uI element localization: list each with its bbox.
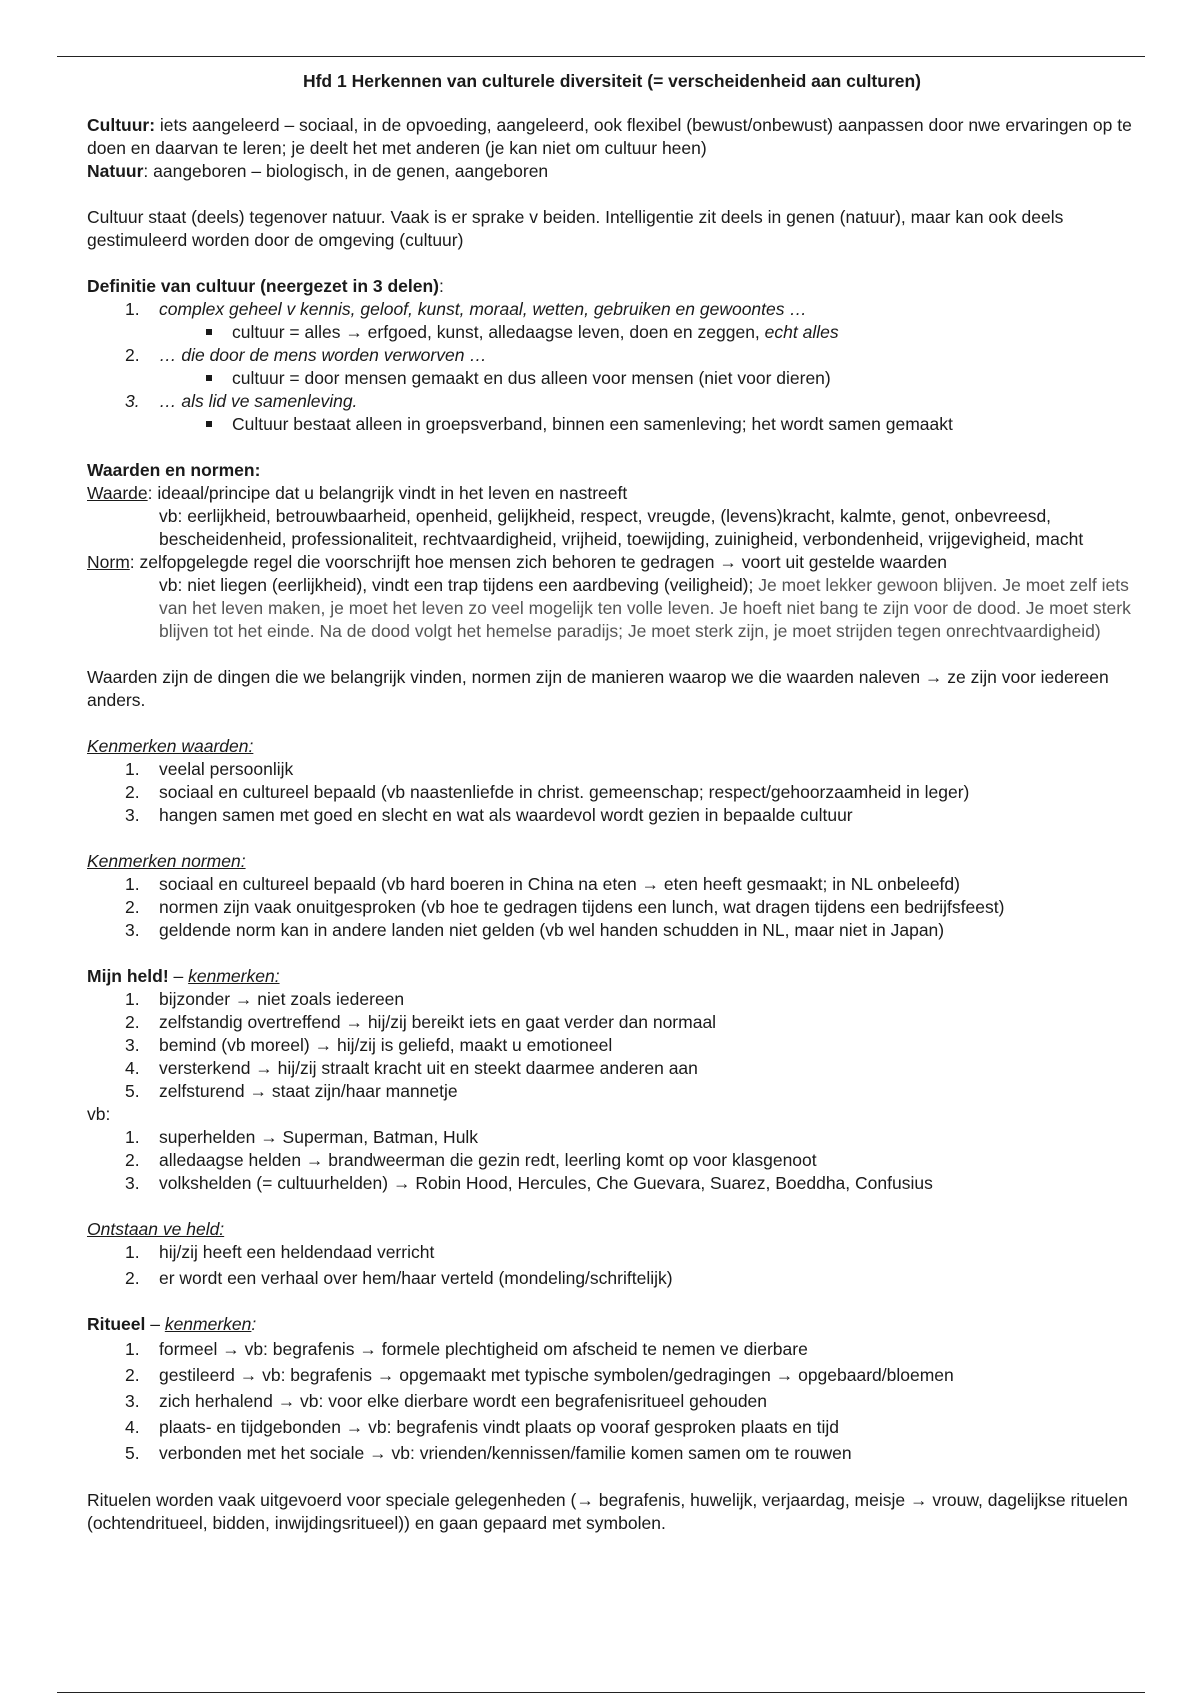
natuur-label: Natuur	[87, 161, 144, 181]
waarden-normen-summary: Waarden zijn de dingen die we belangrijk vinden, normen zijn de manieren waarop we die waarden naleven → ze zijn voor iedereen anders.	[87, 667, 1109, 710]
held-heading: Mijn held! – kenmerken:	[87, 966, 280, 986]
page-title: Hfd 1 Herkennen van culturele diversiteit (= verscheidenheid aan culturen)	[302, 71, 922, 91]
list-item: 5. zelfsturend → staat zijn/haar mannetje	[125, 1081, 458, 1101]
list-item: 3. bemind (vb moreel) → hij/zij is geliefd, maakt u emotioneel	[125, 1035, 613, 1055]
ritueel-summary: Rituelen worden vaak uitgevoerd voor speciale gelegenheden (→ begrafenis, huwelijk, verjaardag, meisje → vrouw, dagelijkse rituelen (ochtendritueel, bidden, inwijdingsritueel)) en gaan gepaard met symbolen.	[87, 1490, 1128, 1533]
list-item: 1. complex geheel v kennis, geloof, kunst, moraal, wetten, gebruiken en gewoontes …	[125, 299, 807, 319]
top-rule	[57, 56, 1145, 57]
list-item: 2. normen zijn vaak onuitgesproken (vb hoe te gedragen tijdens een lunch, wat dragen tijdens een bedrijfsfeest)	[125, 897, 1005, 917]
list-item: 1. formeel → vb: begrafenis → formele plechtigheid om afscheid te nemen ve dierbare	[125, 1339, 808, 1359]
list-item: 2. zelfstandig overtreffend → hij/zij bereikt iets en gaat verder dan normaal	[125, 1012, 717, 1032]
list-item: 4. versterkend → hij/zij straalt kracht uit en steekt daarmee anderen aan	[125, 1058, 698, 1078]
ritueel-list	[87, 1336, 1137, 1466]
list-item: cultuur = door mensen gemaakt en dus alleen voor mensen (niet voor dieren)	[232, 367, 1137, 390]
list-item: 2. gestileerd → vb: begrafenis → opgemaakt met typische symbolen/gedragingen → opgebaard/bloemen	[125, 1365, 954, 1385]
waarde-examples: vb: eerlijkheid, betrouwbaarheid, openheid, gelijkheid, respect, vreugde, (levens)kracht, kalmte, genot, onbevreesd, bescheidenheid, professionaliteit, rechtvaardigheid, vrijheid, toewijding, zuinigheid, verbondenheid, vrijgevigheid, macht	[159, 506, 1084, 549]
definitie-bullet-2	[87, 367, 1137, 390]
norm-examples: vb: niet liegen (eerlijkheid), vindt een trap tijdens een aardbeving (veiligheid); Je moet lekker gewoon blijven. Je moet zelf iets van het leven maken, je moet het leven zo veel mogelijk ten volle leven. Je hoeft niet bang te zijn voor de dood. Je moet sterk blijven tot het einde. Na de dood volgt het hemelse paradijs; Je moet sterk zijn, je moet strijden tegen onrechtvaardigheid)	[159, 575, 1131, 641]
cultuur-text: iets aangeleerd – sociaal, in de opvoeding, aangeleerd, ook flexibel (bewust/onbewust) aanpassen door nwe ervaringen op te doen en daarvan te leren; je deelt het met anderen (je kan niet om cultuur heen)	[87, 115, 1132, 158]
waarde-definition: Waarde: ideaal/principe dat u belangrijk vindt in het leven en nastreeft	[87, 483, 628, 503]
held-vb-label: vb:	[87, 1104, 111, 1124]
document-page	[87, 70, 1137, 1535]
list-item: 2. alledaagse helden → brandweerman die gezin redt, leerling komt op voor klasgenoot	[125, 1150, 817, 1170]
list-item: 2. sociaal en cultureel bepaald (vb naastenliefde in christ. gemeenschap; respect/gehoorzaamheid in leger)	[125, 782, 970, 802]
list-item: 1. veelal persoonlijk	[125, 759, 294, 779]
list-item: 3. hangen samen met goed en slecht en wat als waardevol wordt gezien in bepaalde cultuur	[125, 805, 853, 825]
norm-definition: Norm: zelfopgelegde regel die voorschrijft hoe mensen zich behoren te gedragen → voort uit gestelde waarden	[87, 552, 947, 572]
list-item: 3. volkshelden (= cultuurhelden) → Robin Hood, Hercules, Che Guevara, Suarez, Boeddha, Confusius	[125, 1173, 933, 1193]
held-vb-list	[87, 1126, 1137, 1195]
natuur-definition	[87, 160, 1137, 183]
list-item: 3. geldende norm kan in andere landen niet gelden (vb wel handen schudden in NL, maar niet in Japan)	[125, 920, 945, 940]
list-item: cultuur = alles → erfgoed, kunst, alledaagse leven, doen en zeggen, echt alles	[232, 321, 1137, 344]
definitie-bullet-1	[87, 321, 1137, 344]
kenmerken-waarden-list	[87, 758, 1137, 827]
held-kenmerken-list	[87, 988, 1137, 1103]
waarden-normen-heading: Waarden en normen:	[87, 460, 261, 480]
kenmerken-normen-list	[87, 873, 1137, 942]
bottom-rule	[57, 1692, 1145, 1693]
ritueel-heading: Ritueel – kenmerken:	[87, 1314, 257, 1334]
list-item: 1. sociaal en cultureel bepaald (vb hard boeren in China na eten → eten heeft gesmaakt; in NL onbeleefd)	[125, 874, 960, 894]
natuur-text: : aangeboren – biologisch, in de genen, aangeboren	[143, 161, 549, 181]
list-item: 5. verbonden met het sociale → vb: vrienden/kennissen/familie komen samen om te rouwen	[125, 1443, 852, 1463]
ontstaan-heading: Ontstaan ve held:	[87, 1219, 225, 1239]
cultuur-definition	[87, 114, 1137, 160]
definitie-heading: Definitie van cultuur (neergezet in 3 delen):	[87, 276, 444, 296]
list-item: Cultuur bestaat alleen in groepsverband, binnen een samenleving; het wordt samen gemaakt	[232, 413, 1137, 436]
list-item: 3. … als lid ve samenleving.	[125, 391, 358, 411]
list-item: 1. hij/zij heeft een heldendaad verricht	[125, 1242, 435, 1262]
cultuur-vs-natuur: Cultuur staat (deels) tegenover natuur. Vaak is er sprake v beiden. Intelligentie zit deels in genen (natuur), maar kan ook deels gestimuleerd worden door de omgeving (cultuur)	[87, 207, 1064, 250]
definitie-list	[87, 298, 1137, 321]
list-item: 2. er wordt een verhaal over hem/haar verteld (mondeling/schriftelijk)	[125, 1268, 673, 1288]
ontstaan-list	[87, 1241, 1137, 1290]
list-item: 3. zich herhalend → vb: voor elke dierbare wordt een begrafenisritueel gehouden	[125, 1391, 768, 1411]
list-item: 1. bijzonder → niet zoals iedereen	[125, 989, 405, 1009]
list-item: 4. plaats- en tijdgebonden → vb: begrafenis vindt plaats op vooraf gesproken plaats en tijd	[125, 1417, 840, 1437]
kenmerken-waarden-heading: Kenmerken waarden:	[87, 736, 254, 756]
cultuur-label: Cultuur:	[87, 115, 156, 135]
list-item: 2. … die door de mens worden verworven …	[125, 345, 487, 365]
list-item: 1. superhelden → Superman, Batman, Hulk	[125, 1127, 479, 1147]
kenmerken-normen-heading: Kenmerken normen:	[87, 851, 246, 871]
definitie-bullet-3	[87, 413, 1137, 436]
